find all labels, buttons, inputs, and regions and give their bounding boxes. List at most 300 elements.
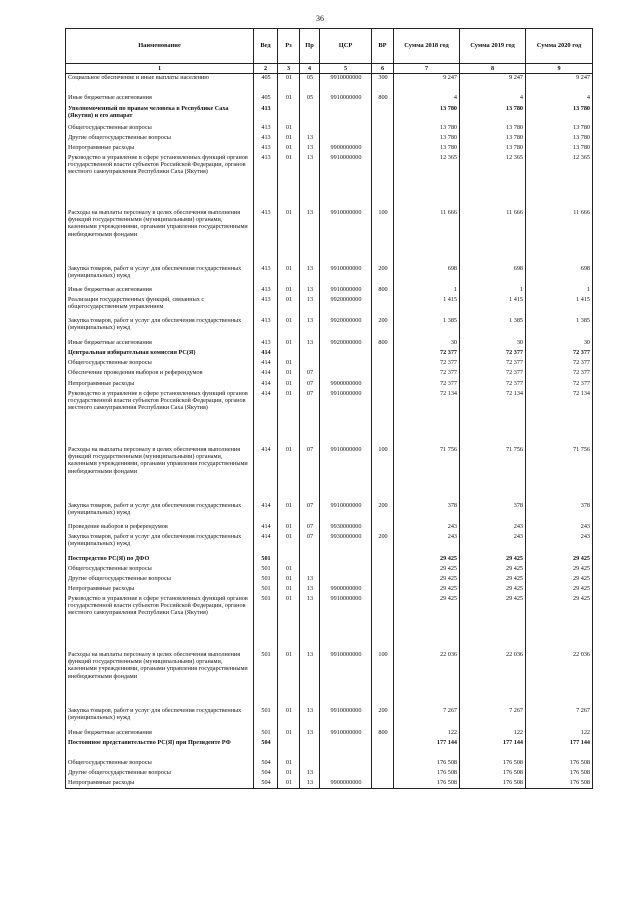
- cell-ved: 414: [254, 446, 278, 502]
- cell-csr: 9910000000: [320, 729, 372, 739]
- header-rz: Рз: [278, 29, 300, 64]
- cell-ved: 414: [254, 523, 278, 533]
- cell-ved: 413: [254, 296, 278, 317]
- cell-ved: 414: [254, 369, 278, 380]
- table-row: [66, 265, 593, 286]
- column-number: 2: [254, 64, 278, 74]
- cell-vr: 800: [372, 286, 394, 296]
- cell-sum-2020: 29 425: [526, 595, 593, 651]
- cell-name: Непрограммные расходы: [66, 144, 254, 154]
- cell-name: Иные бюджетные ассигнования: [66, 286, 254, 296]
- table-row: [66, 317, 593, 339]
- cell-sum-2020: 29 425: [526, 565, 593, 575]
- cell-csr: 9910000000: [320, 446, 372, 502]
- cell-pr: 13: [300, 651, 320, 707]
- cell-ved: 504: [254, 769, 278, 779]
- cell-sum-2019: 243: [460, 533, 526, 555]
- cell-rz: 01: [278, 286, 300, 296]
- cell-csr: 9910000000: [320, 651, 372, 707]
- table-row: [66, 349, 593, 359]
- cell-sum-2020: 7 267: [526, 707, 593, 729]
- cell-name: Другие общегосударственные вопросы: [66, 134, 254, 144]
- cell-sum-2018: 13 780: [394, 134, 460, 144]
- cell-name: Постпредство РС(Я) по ДФО: [66, 555, 254, 565]
- cell-csr: [320, 134, 372, 144]
- cell-sum-2018: 13 780: [394, 105, 460, 124]
- cell-vr: [372, 359, 394, 369]
- cell-sum-2020: 29 425: [526, 575, 593, 585]
- cell-sum-2018: 177 144: [394, 739, 460, 759]
- column-number: 6: [372, 64, 394, 74]
- cell-csr: 9920000000: [320, 296, 372, 317]
- cell-sum-2019: 29 425: [460, 565, 526, 575]
- cell-sum-2019: 13 780: [460, 124, 526, 134]
- cell-vr: 200: [372, 502, 394, 523]
- cell-ved: 413: [254, 124, 278, 134]
- cell-sum-2019: 22 036: [460, 651, 526, 707]
- cell-sum-2019: 378: [460, 502, 526, 523]
- cell-sum-2019: 122: [460, 729, 526, 739]
- cell-sum-2019: 9 247: [460, 74, 526, 94]
- cell-ved: 501: [254, 729, 278, 739]
- cell-pr: 13: [300, 134, 320, 144]
- cell-sum-2018: 4: [394, 94, 460, 105]
- cell-ved: 413: [254, 339, 278, 349]
- header-name: Наименование: [66, 29, 254, 64]
- cell-sum-2020: 13 780: [526, 105, 593, 124]
- cell-sum-2018: 11 666: [394, 209, 460, 265]
- table-row: [66, 759, 593, 769]
- cell-sum-2019: 13 780: [460, 144, 526, 154]
- cell-sum-2018: 22 036: [394, 651, 460, 707]
- cell-name: Непрограммные расходы: [66, 380, 254, 390]
- cell-vr: [372, 124, 394, 134]
- table-row: [66, 651, 593, 707]
- cell-vr: [372, 565, 394, 575]
- cell-rz: 01: [278, 209, 300, 265]
- cell-rz: 01: [278, 124, 300, 134]
- table-row: [66, 585, 593, 595]
- cell-sum-2018: 72 377: [394, 359, 460, 369]
- cell-sum-2020: 1 415: [526, 296, 593, 317]
- cell-csr: 9930000000: [320, 533, 372, 555]
- cell-sum-2019: 29 425: [460, 595, 526, 651]
- cell-rz: [278, 105, 300, 124]
- cell-name: Руководство и управление в сфере установленных функций органов государственной власти субъектов Российской Федерации, органов местного самоуправления Республики Саха (Якутия): [66, 595, 254, 651]
- table-row: [66, 144, 593, 154]
- cell-pr: 13: [300, 317, 320, 339]
- cell-pr: [300, 349, 320, 359]
- cell-vr: [372, 585, 394, 595]
- cell-ved: 501: [254, 651, 278, 707]
- table-row: [66, 209, 593, 265]
- cell-ved: 413: [254, 286, 278, 296]
- cell-sum-2019: 12 365: [460, 154, 526, 209]
- cell-sum-2020: 72 377: [526, 359, 593, 369]
- column-number: 7: [394, 64, 460, 74]
- cell-sum-2018: 72 377: [394, 369, 460, 380]
- cell-csr: 9910000000: [320, 390, 372, 446]
- cell-vr: [372, 523, 394, 533]
- table-row: [66, 380, 593, 390]
- cell-rz: 01: [278, 265, 300, 286]
- cell-sum-2018: 122: [394, 729, 460, 739]
- table-row: [66, 296, 593, 317]
- cell-sum-2020: 176 508: [526, 759, 593, 769]
- cell-sum-2020: 13 780: [526, 134, 593, 144]
- cell-rz: [278, 739, 300, 759]
- cell-csr: 9910000000: [320, 707, 372, 729]
- cell-vr: [372, 134, 394, 144]
- cell-pr: 13: [300, 769, 320, 779]
- table-row: [66, 502, 593, 523]
- cell-rz: 01: [278, 533, 300, 555]
- cell-sum-2019: 176 508: [460, 759, 526, 769]
- cell-sum-2019: 72 377: [460, 380, 526, 390]
- cell-name: Постоянное представительство РС(Я) при Президенте РФ: [66, 739, 254, 759]
- cell-sum-2020: 11 666: [526, 209, 593, 265]
- cell-sum-2019: 29 425: [460, 585, 526, 595]
- cell-sum-2020: 12 365: [526, 154, 593, 209]
- cell-sum-2019: 72 377: [460, 349, 526, 359]
- cell-name: Руководство и управление в сфере установленных функций органов государственной власти субъектов Российской Федерации, органов местного самоуправления Республики Саха (Якутия): [66, 154, 254, 209]
- cell-rz: 01: [278, 446, 300, 502]
- cell-ved: 501: [254, 575, 278, 585]
- cell-rz: 01: [278, 296, 300, 317]
- cell-csr: 9900000000: [320, 144, 372, 154]
- cell-sum-2018: 1: [394, 286, 460, 296]
- cell-pr: 13: [300, 339, 320, 349]
- cell-vr: [372, 759, 394, 769]
- cell-vr: 200: [372, 317, 394, 339]
- cell-rz: 01: [278, 779, 300, 789]
- cell-name: Закупка товаров, работ и услуг для обеспечения государственных (муниципальных) нужд: [66, 533, 254, 555]
- cell-pr: [300, 565, 320, 575]
- cell-name: Другие общегосударственные вопросы: [66, 575, 254, 585]
- cell-vr: [372, 154, 394, 209]
- column-number: 5: [320, 64, 372, 74]
- cell-ved: 504: [254, 779, 278, 789]
- cell-sum-2019: 13 780: [460, 105, 526, 124]
- cell-pr: [300, 739, 320, 759]
- cell-rz: 01: [278, 380, 300, 390]
- cell-sum-2020: 13 780: [526, 144, 593, 154]
- header-ved: Вед: [254, 29, 278, 64]
- cell-pr: [300, 124, 320, 134]
- cell-ved: 414: [254, 390, 278, 446]
- cell-name: Центральная избирательная комиссия РС(Я): [66, 349, 254, 359]
- table-row: [66, 769, 593, 779]
- cell-sum-2019: 30: [460, 339, 526, 349]
- cell-sum-2020: 72 134: [526, 390, 593, 446]
- cell-name: Закупка товаров, работ и услуг для обеспечения государственных (муниципальных) нужд: [66, 502, 254, 523]
- cell-sum-2020: 176 508: [526, 779, 593, 789]
- cell-sum-2019: 7 267: [460, 707, 526, 729]
- header-vr: ВР: [372, 29, 394, 64]
- table-row: [66, 369, 593, 380]
- cell-ved: 413: [254, 209, 278, 265]
- cell-sum-2019: 13 780: [460, 134, 526, 144]
- column-number: 3: [278, 64, 300, 74]
- cell-sum-2018: 29 425: [394, 595, 460, 651]
- cell-vr: [372, 105, 394, 124]
- cell-pr: 13: [300, 154, 320, 209]
- cell-sum-2018: 72 377: [394, 380, 460, 390]
- cell-csr: 9910000000: [320, 74, 372, 94]
- cell-pr: 13: [300, 779, 320, 789]
- cell-pr: [300, 555, 320, 565]
- cell-csr: [320, 565, 372, 575]
- cell-ved: 413: [254, 144, 278, 154]
- cell-csr: [320, 739, 372, 759]
- cell-rz: 01: [278, 759, 300, 769]
- cell-sum-2018: 698: [394, 265, 460, 286]
- cell-sum-2018: 243: [394, 533, 460, 555]
- cell-csr: [320, 105, 372, 124]
- cell-rz: 01: [278, 134, 300, 144]
- cell-sum-2018: 29 425: [394, 555, 460, 565]
- cell-sum-2018: 176 508: [394, 769, 460, 779]
- cell-vr: 800: [372, 94, 394, 105]
- cell-vr: [372, 595, 394, 651]
- cell-name: Реализация государственных функций, связанных с общегосударственным управлением: [66, 296, 254, 317]
- cell-pr: 07: [300, 523, 320, 533]
- table-row: [66, 779, 593, 789]
- cell-sum-2020: 176 508: [526, 769, 593, 779]
- cell-sum-2018: 29 425: [394, 585, 460, 595]
- cell-pr: 13: [300, 209, 320, 265]
- cell-sum-2018: 7 267: [394, 707, 460, 729]
- cell-pr: 05: [300, 94, 320, 105]
- cell-name: Обеспечение проведения выборов и референдумов: [66, 369, 254, 380]
- table-row: [66, 523, 593, 533]
- cell-ved: 413: [254, 105, 278, 124]
- table-header-row: [66, 29, 593, 64]
- cell-pr: [300, 105, 320, 124]
- cell-name: Социальное обеспечение и иные выплаты населению: [66, 74, 254, 94]
- cell-ved: 405: [254, 74, 278, 94]
- column-number-row: [66, 64, 593, 74]
- cell-csr: 9910000000: [320, 209, 372, 265]
- cell-name: Расходы на выплаты персоналу в целях обеспечения выполнения функций государственными (муниципальными) органами, казенными учреждениями, органами управления государственными внебюджетными фондами: [66, 651, 254, 707]
- cell-vr: [372, 390, 394, 446]
- cell-vr: [372, 739, 394, 759]
- cell-sum-2020: 30: [526, 339, 593, 349]
- cell-pr: 05: [300, 74, 320, 94]
- cell-rz: 01: [278, 565, 300, 575]
- column-number: 8: [460, 64, 526, 74]
- cell-name: Руководство и управление в сфере установленных функций органов государственной власти субъектов Российской Федерации, органов местного самоуправления Республики Саха (Якутия): [66, 390, 254, 446]
- cell-name: Уполномоченный по правам человека в Республике Саха (Якутия) и его аппарат: [66, 105, 254, 124]
- cell-sum-2019: 71 756: [460, 446, 526, 502]
- cell-rz: 01: [278, 339, 300, 349]
- cell-pr: 13: [300, 296, 320, 317]
- cell-sum-2018: 243: [394, 523, 460, 533]
- cell-vr: [372, 769, 394, 779]
- cell-vr: 100: [372, 209, 394, 265]
- cell-sum-2020: 177 144: [526, 739, 593, 759]
- cell-sum-2019: 1 385: [460, 317, 526, 339]
- table-row: [66, 533, 593, 555]
- cell-rz: 01: [278, 595, 300, 651]
- header-sum-2020: Сумма 2020 год: [526, 29, 593, 64]
- cell-sum-2020: 378: [526, 502, 593, 523]
- cell-csr: 9910000000: [320, 154, 372, 209]
- cell-vr: [372, 144, 394, 154]
- cell-csr: 9910000000: [320, 286, 372, 296]
- cell-ved: 414: [254, 502, 278, 523]
- cell-pr: 13: [300, 707, 320, 729]
- cell-ved: 501: [254, 707, 278, 729]
- cell-rz: 01: [278, 585, 300, 595]
- cell-ved: 413: [254, 317, 278, 339]
- header-pr: Пр: [300, 29, 320, 64]
- cell-sum-2020: 243: [526, 533, 593, 555]
- cell-name: Общегосударственные вопросы: [66, 565, 254, 575]
- cell-csr: 9900000000: [320, 779, 372, 789]
- cell-name: Расходы на выплаты персоналу в целях обеспечения выполнения функций государственными (муниципальными) органами, казенными учреждениями, органами управления государственными внебюджетными фондами: [66, 209, 254, 265]
- cell-vr: [372, 296, 394, 317]
- cell-sum-2019: 29 425: [460, 555, 526, 565]
- cell-csr: [320, 759, 372, 769]
- cell-name: Общегосударственные вопросы: [66, 759, 254, 769]
- cell-rz: 01: [278, 390, 300, 446]
- cell-sum-2018: 378: [394, 502, 460, 523]
- cell-sum-2018: 30: [394, 339, 460, 349]
- cell-pr: 07: [300, 380, 320, 390]
- cell-sum-2018: 1 415: [394, 296, 460, 317]
- cell-csr: 9910000000: [320, 265, 372, 286]
- cell-sum-2019: 72 377: [460, 359, 526, 369]
- column-number: 4: [300, 64, 320, 74]
- header-sum-2018: Сумма 2018 год: [394, 29, 460, 64]
- cell-sum-2020: 22 036: [526, 651, 593, 707]
- cell-rz: [278, 555, 300, 565]
- cell-sum-2020: 9 247: [526, 74, 593, 94]
- cell-name: Непрограммные расходы: [66, 585, 254, 595]
- cell-sum-2020: 72 377: [526, 369, 593, 380]
- cell-pr: 13: [300, 265, 320, 286]
- cell-sum-2020: 72 377: [526, 380, 593, 390]
- cell-csr: 9930000000: [320, 523, 372, 533]
- cell-ved: 501: [254, 565, 278, 575]
- table-row: [66, 339, 593, 349]
- cell-csr: 9920000000: [320, 317, 372, 339]
- cell-sum-2019: 176 508: [460, 779, 526, 789]
- cell-sum-2020: 698: [526, 265, 593, 286]
- cell-csr: 9920000000: [320, 339, 372, 349]
- column-number: 1: [66, 64, 254, 74]
- cell-pr: 07: [300, 502, 320, 523]
- cell-pr: [300, 359, 320, 369]
- cell-sum-2018: 176 508: [394, 759, 460, 769]
- table-row: [66, 729, 593, 739]
- cell-name: Непрограммные расходы: [66, 779, 254, 789]
- cell-sum-2019: 177 144: [460, 739, 526, 759]
- cell-csr: [320, 124, 372, 134]
- cell-rz: 01: [278, 74, 300, 94]
- cell-ved: 414: [254, 349, 278, 359]
- cell-sum-2020: 29 425: [526, 555, 593, 565]
- cell-sum-2020: 29 425: [526, 585, 593, 595]
- cell-vr: 300: [372, 74, 394, 94]
- cell-rz: [278, 349, 300, 359]
- cell-sum-2020: 122: [526, 729, 593, 739]
- cell-rz: 01: [278, 369, 300, 380]
- cell-vr: [372, 575, 394, 585]
- cell-vr: 200: [372, 533, 394, 555]
- cell-ved: 413: [254, 154, 278, 209]
- cell-sum-2018: 12 365: [394, 154, 460, 209]
- cell-vr: [372, 349, 394, 359]
- cell-rz: 01: [278, 359, 300, 369]
- cell-rz: 01: [278, 707, 300, 729]
- cell-csr: [320, 359, 372, 369]
- cell-csr: [320, 369, 372, 380]
- cell-pr: 13: [300, 595, 320, 651]
- cell-pr: 07: [300, 446, 320, 502]
- cell-name: Проведение выборов и референдумов: [66, 523, 254, 533]
- cell-ved: 413: [254, 134, 278, 144]
- cell-sum-2020: 1: [526, 286, 593, 296]
- cell-csr: 9910000000: [320, 502, 372, 523]
- cell-name: Расходы на выплаты персоналу в целях обеспечения выполнения функций государственными (муниципальными) органами, казенными учреждениями, органами управления государственными внебюджетными фондами: [66, 446, 254, 502]
- cell-rz: 01: [278, 769, 300, 779]
- table-row: [66, 555, 593, 565]
- cell-ved: 501: [254, 585, 278, 595]
- cell-sum-2019: 4: [460, 94, 526, 105]
- cell-name: Закупка товаров, работ и услуг для обеспечения государственных (муниципальных) нужд: [66, 707, 254, 729]
- cell-sum-2019: 29 425: [460, 575, 526, 585]
- cell-sum-2018: 9 247: [394, 74, 460, 94]
- cell-rz: 01: [278, 651, 300, 707]
- cell-sum-2018: 176 508: [394, 779, 460, 789]
- cell-rz: 01: [278, 154, 300, 209]
- cell-vr: [372, 369, 394, 380]
- cell-vr: [372, 555, 394, 565]
- cell-name: Общегосударственные вопросы: [66, 359, 254, 369]
- cell-name: Закупка товаров, работ и услуг для обеспечения государственных (муниципальных) нужд: [66, 265, 254, 286]
- cell-name: Иные бюджетные ассигнования: [66, 94, 254, 105]
- cell-rz: 01: [278, 317, 300, 339]
- cell-sum-2019: 1 415: [460, 296, 526, 317]
- cell-name: Иные бюджетные ассигнования: [66, 729, 254, 739]
- cell-vr: 200: [372, 265, 394, 286]
- cell-sum-2018: 1 385: [394, 317, 460, 339]
- cell-rz: 01: [278, 729, 300, 739]
- cell-vr: [372, 779, 394, 789]
- cell-name: Другие общегосударственные вопросы: [66, 769, 254, 779]
- cell-rz: 01: [278, 94, 300, 105]
- cell-vr: [372, 380, 394, 390]
- column-number: 9: [526, 64, 593, 74]
- cell-sum-2020: 1 385: [526, 317, 593, 339]
- table-row: [66, 134, 593, 144]
- cell-pr: 13: [300, 729, 320, 739]
- cell-sum-2018: 29 425: [394, 575, 460, 585]
- cell-ved: 405: [254, 94, 278, 105]
- cell-sum-2020: 13 780: [526, 124, 593, 134]
- table-row: [66, 94, 593, 105]
- cell-sum-2018: 72 377: [394, 349, 460, 359]
- cell-vr: 800: [372, 729, 394, 739]
- cell-csr: [320, 349, 372, 359]
- cell-vr: 100: [372, 446, 394, 502]
- cell-sum-2018: 13 780: [394, 124, 460, 134]
- table-row: [66, 124, 593, 134]
- cell-rz: 01: [278, 523, 300, 533]
- table-row: [66, 74, 593, 94]
